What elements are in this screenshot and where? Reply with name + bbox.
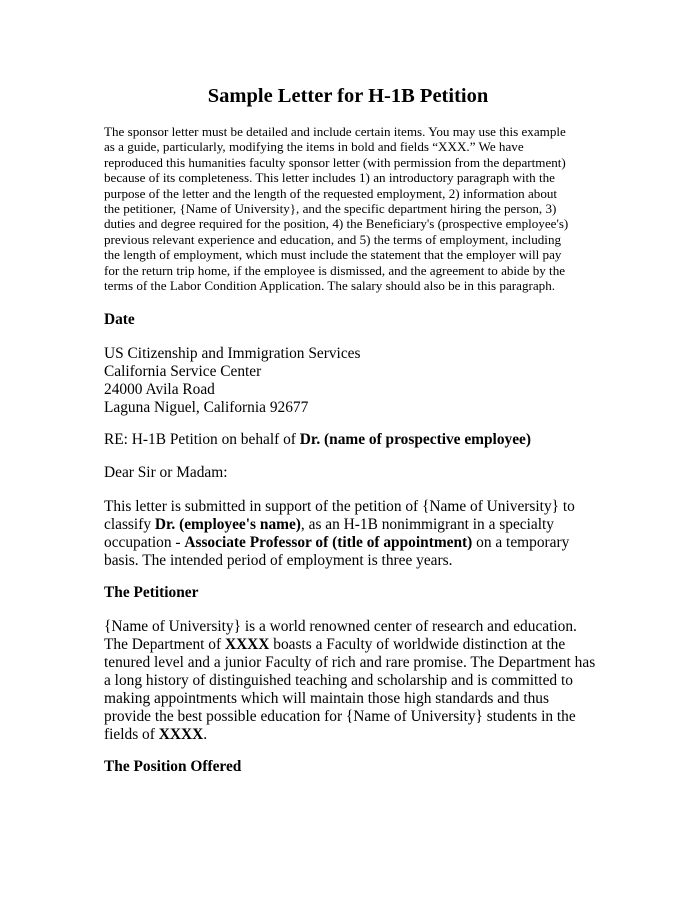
petitioner-paragraph [104, 618, 604, 744]
intro-line: the length of employment, which must include the statement that the employer will pay [104, 247, 562, 263]
paragraph-line: making appointments which will maintain those high standards and thus [104, 690, 549, 707]
intro-paragraph [104, 124, 602, 293]
intro-line: the petitioner, {Name of University}, and the specific department hiring the person, 3) [104, 200, 557, 216]
intro-line: The sponsor letter must be detailed and include certain items. You may use this example [104, 124, 566, 139]
paragraph-line: provide the best possible education for {Name of University} students in the [104, 708, 576, 725]
intro-line: as a guide, particularly, modifying the items in bold and fields “XXX.” We have [104, 139, 524, 155]
intro-line: reproduced this humanities faculty sponsor letter (with permission from the department) [104, 154, 566, 170]
paragraph-line: a long history of distinguished teaching and scholarship and is committed to [104, 672, 573, 689]
address-line: Laguna Niguel, California 92677 [104, 399, 309, 416]
petitioner-heading: The Petitioner [104, 584, 199, 601]
re-line-beneficiary: Dr. (name of prospective employee) [299, 431, 532, 448]
intro-line: for the return trip home, if the employee is dismissed, and the agreement to abide by the [104, 262, 566, 278]
paragraph-line: {Name of University} is a world renowned center of research and education. [104, 618, 577, 635]
paragraph-line: classify Dr. (employee's name), as an H-1B nonimmigrant in a specialty [104, 516, 554, 533]
position-heading: The Position Offered [104, 758, 242, 775]
paragraph-line: This letter is submitted in support of the petition of {Name of University} to [104, 498, 575, 515]
intro-line: because of its completeness. This letter includes 1) an introductory paragraph with the [104, 170, 555, 186]
re-line [104, 431, 604, 449]
salutation: Dear Sir or Madam: [104, 464, 228, 481]
paragraph-line: occupation - Associate Professor of (title of appointment) on a temporary [104, 534, 570, 551]
intro-line: purpose of the letter and the length of the requested employment, 2) information about [104, 185, 558, 201]
address-line: 24000 Avila Road [104, 381, 215, 398]
paragraph-line: The Department of XXXX boasts a Faculty of worldwide distinction at the [104, 636, 566, 653]
support-paragraph [104, 498, 604, 570]
address-line: California Service Center [104, 363, 262, 380]
document-title: Sample Letter for H-1B Petition [207, 85, 489, 107]
paragraph-line: basis. The intended period of employment is three years. [104, 552, 453, 569]
intro-line: terms of the Labor Condition Application. The salary should also be in this paragraph. [104, 277, 556, 293]
position-title-field: Associate Professor of (title of appointment) [184, 534, 473, 551]
intro-line: previous relevant experience and education, and 5) the terms of employment, including [104, 231, 562, 247]
department-field: XXXX [224, 636, 270, 653]
paragraph-line: tenured level and a junior Faculty of rich and rare promise. The Department has [104, 654, 596, 671]
recipient-address [104, 345, 604, 417]
re-line-prefix: RE: H-1B Petition on behalf of [104, 431, 300, 448]
address-line: US Citizenship and Immigration Services [104, 345, 361, 362]
date-heading: Date [104, 311, 135, 328]
employee-name-field: Dr. (employee's name) [154, 516, 301, 533]
intro-line: duties and degree required for the position, 4) the Beneficiary's (prospective employee's) [104, 216, 569, 232]
fields-field: XXXX [158, 726, 204, 743]
paragraph-line: fields of XXXX. [104, 726, 208, 743]
